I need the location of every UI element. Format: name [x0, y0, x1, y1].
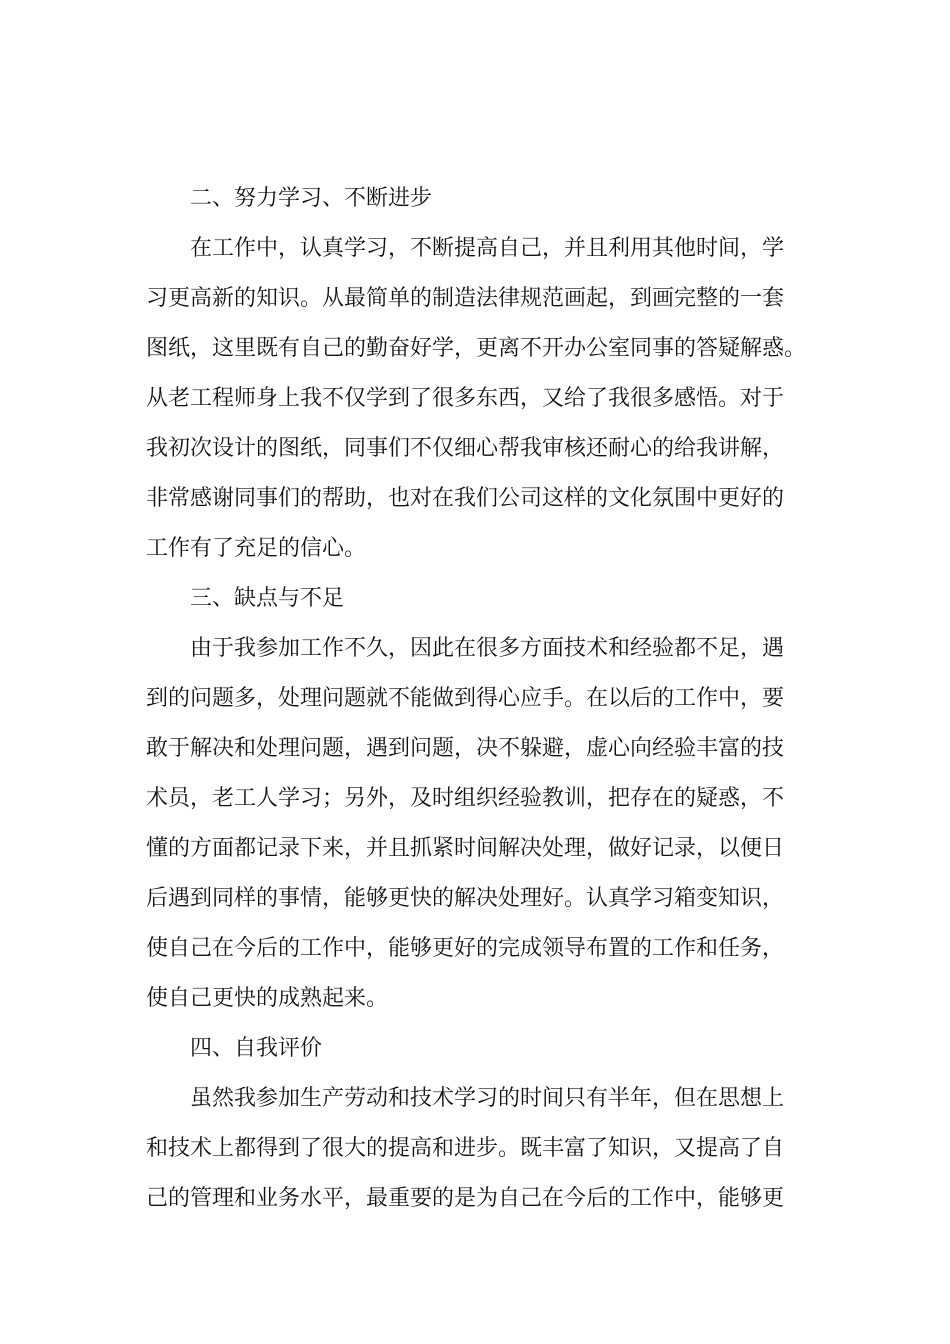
paragraph-line: 习更高新的知识。从最简单的制造法律规范画起，到画完整的一套	[146, 286, 785, 311]
section-heading-2: 二、努力学习、不断进步	[190, 186, 433, 211]
paragraph-line: 和技术上都得到了很大的提高和进步。既丰富了知识，又提高了自	[146, 1136, 785, 1161]
paragraph-line: 懂的方面都记录下来，并且抓紧时间解决处理，做好记录，以便日	[146, 836, 785, 861]
paragraph-line: 敢于解决和处理问题，遇到问题，决不躲避，虚心向经验丰富的技	[146, 736, 785, 761]
section-heading-3: 三、缺点与不足	[190, 586, 345, 611]
paragraph-line: 在工作中，认真学习，不断提高自己，并且利用其他时间，学	[190, 236, 785, 261]
paragraph-line: 后遇到同样的事情，能够更快的解决处理好。认真学习箱变知识，	[146, 886, 785, 911]
paragraph-line: 图纸，这里既有自己的勤奋好学，更离不开办公室同事的答疑解惑。	[146, 336, 807, 361]
paragraph-line: 由于我参加工作不久，因此在很多方面技术和经验都不足，遇	[190, 636, 785, 661]
paragraph-line: 虽然我参加生产劳动和技术学习的时间只有半年，但在思想上	[190, 1086, 785, 1111]
paragraph-line: 我初次设计的图纸，同事们不仅细心帮我审核还耐心的给我讲解，	[146, 436, 785, 461]
paragraph-line: 使自己在今后的工作中，能够更好的完成领导布置的工作和任务，	[146, 936, 785, 961]
paragraph-line: 使自己更快的成熟起来。	[146, 986, 389, 1011]
section-heading-4: 四、自我评价	[190, 1036, 323, 1061]
paragraph-line: 非常感谢同事们的帮助，也对在我们公司这样的文化氛围中更好的	[146, 486, 785, 511]
paragraph-line: 从老工程师身上我不仅学到了很多东西，又给了我很多感悟。对于	[146, 386, 785, 411]
paragraph-line: 己的管理和业务水平，最重要的是为自己在今后的工作中，能够更	[146, 1186, 785, 1211]
paragraph-line: 到的问题多，处理问题就不能做到得心应手。在以后的工作中，要	[146, 686, 785, 711]
paragraph-line: 工作有了充足的信心。	[146, 536, 367, 561]
paragraph-line: 术员，老工人学习；另外，及时组织经验教训，把存在的疑惑，不	[146, 786, 785, 811]
